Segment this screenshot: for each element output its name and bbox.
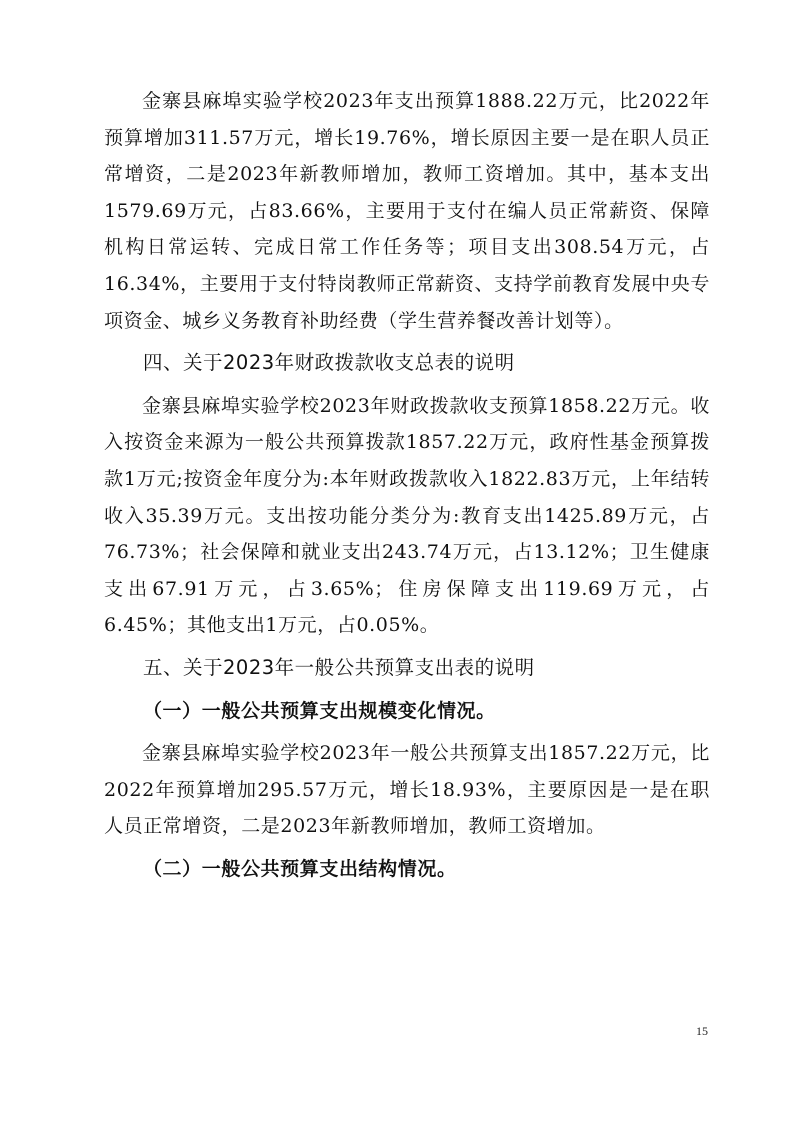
section-heading-5: 五、关于2023年一般公共预算支出表的说明 — [143, 655, 535, 679]
subsection-heading-2: （二）一般公共预算支出结构情况。 — [142, 857, 457, 880]
paragraph-fiscal-appropriation: 金寨县麻埠实验学校2023年财政拨款收支预算1858.22万元。收入按资金来源为一般公共预算拨款1857.22万元，政府性基金预算拨款1万元;按资金年度分为:本年财政拨款收入1822.83万元，上年结转收入35.39万元。支出按功能分类分为:教育支出1425.89万元，占76.73%；社会保障和就业支出243.74万元，占13.12%；卫生健康支出67.91万元，占3.65%；住房保障支出119.69万元，占6.45%；其他支出1万元，占0.05%。 — [104, 394, 710, 637]
page-content — [104, 83, 710, 887]
paragraph-expenditure-budget: 金寨县麻埠实验学校2023年支出预算1888.22万元，比2022年预算增加311.57万元，增长19.76%，增长原因主要一是在职人员正常增资，二是2023年新教师增加，教师工资增加。其中，基本支出1579.69万元，占83.66%，主要用于支付在编人员正常薪资、保障机构日常运转、完成日常工作任务等；项目支出308.54万元，占16.34%，主要用于支付特岗教师正常薪资、支持学前教育发展中央专项资金、城乡义务教育补助经费（学生营养餐改善计划等）。 — [104, 90, 710, 332]
section-heading-4: 四、关于2023年财政拨款收支总表的说明 — [143, 351, 515, 375]
paragraph-general-budget: 金寨县麻埠实验学校2023年一般公共预算支出1857.22万元，比2022年预算增加295.57万元，增长18.93%，主要原因是一是在职人员正常增资，二是2023年新教师增加，教师工资增加。 — [104, 742, 710, 838]
page-number: 15 — [696, 1024, 708, 1038]
subsection-heading-1: （一）一般公共预算支出规模变化情况。 — [142, 699, 496, 722]
